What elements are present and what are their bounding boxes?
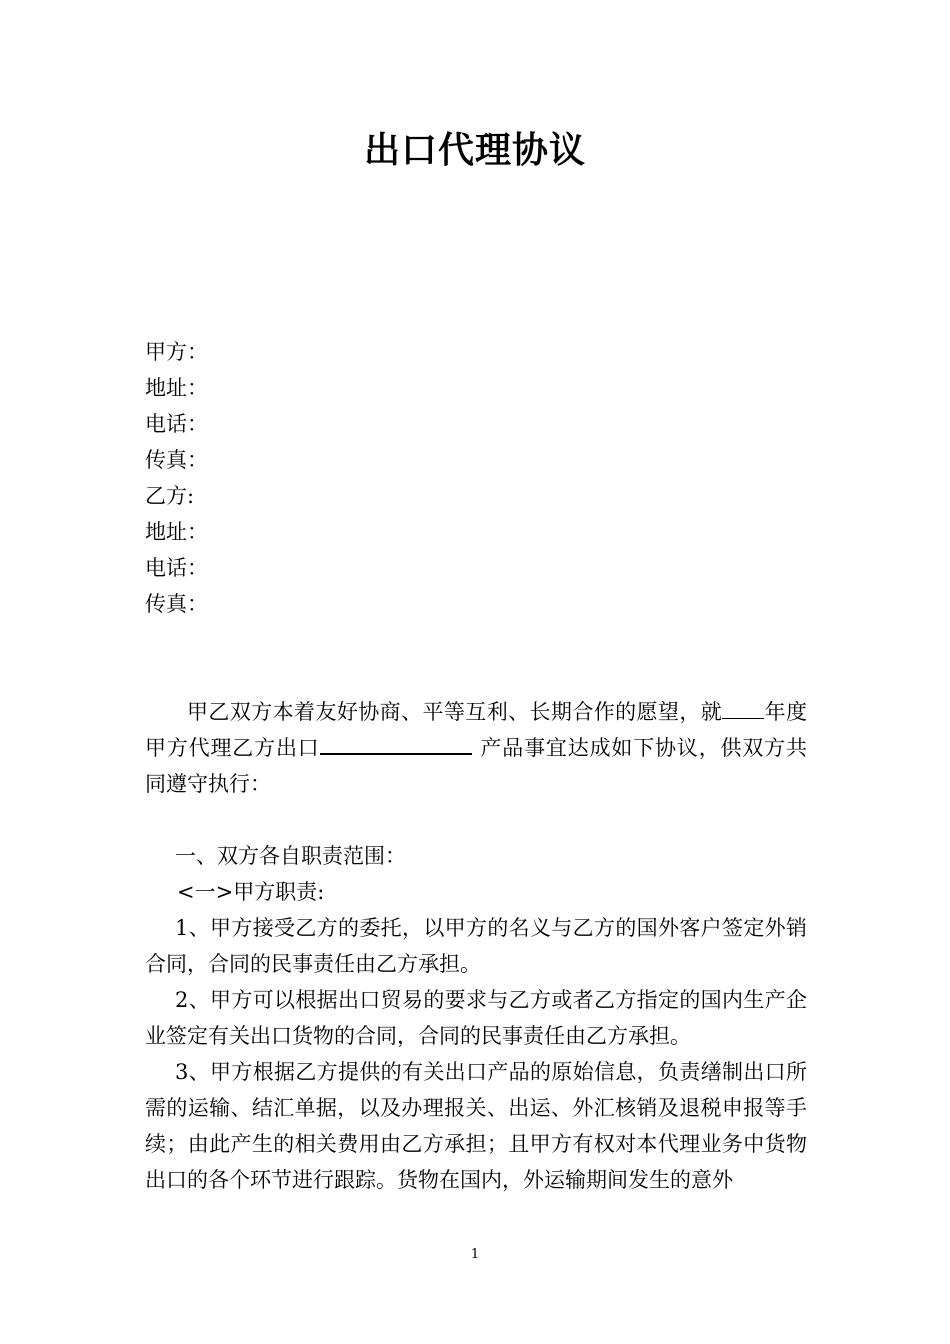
intro-text-part3: 产品事宜达成如下协议，供双方共同遵守执行： <box>145 736 807 796</box>
intro-paragraph <box>145 694 807 802</box>
party-a-address-label: 地址： <box>145 376 208 400</box>
agreement-body <box>145 694 807 1198</box>
subsection-heading: <一>甲方职责: <box>177 880 325 904</box>
party-b-phone-label: 电话： <box>145 556 208 580</box>
party-a-phone-label: 电话： <box>145 412 208 436</box>
party-b-address-label: 地址： <box>145 520 208 544</box>
party-b-name-label: 乙方: <box>145 484 195 508</box>
page-number: 1 <box>470 1247 480 1262</box>
party-a-name-label: 甲方： <box>145 340 208 364</box>
intro-text-part2: 年度甲方代理乙方出口 <box>145 700 808 760</box>
section-heading: 一、双方各自职责范围： <box>175 844 406 868</box>
clause-3: 3、甲方根据乙方提供的有关出口产品的原始信息，负责缮制出口所需的运输、结汇单据，以及办理报关、出运、外汇核销及退税申报等手续；由此产生的相关费用由乙方承担；且甲方有权对本代理业务中货物出口的各个环节进行跟踪。货物在国内，外运输期间发生的意外 <box>145 1060 807 1192</box>
paragraph-spacer <box>145 802 807 838</box>
party-info-block <box>145 334 805 622</box>
year-blank-line <box>722 698 764 719</box>
product-blank-line <box>320 733 472 755</box>
clause-1: 1、甲方接受乙方的委托，以甲方的名义与乙方的国外客户签定外销合同，合同的民事责任由乙方承担。 <box>145 916 807 976</box>
party-b-fax-label: 传真： <box>145 592 208 616</box>
clause-2: 2、甲方可以根据出口贸易的要求与乙方或者乙方指定的国内生产企业签定有关出口货物的合同，合同的民事责任由乙方承担。 <box>145 988 807 1048</box>
document-title: 出口代理协议 <box>363 129 586 171</box>
intro-text-part1: 甲乙双方本着友好协商、平等互利、长期合作的愿望，就 <box>187 700 723 724</box>
party-a-fax-label: 传真： <box>145 448 208 472</box>
